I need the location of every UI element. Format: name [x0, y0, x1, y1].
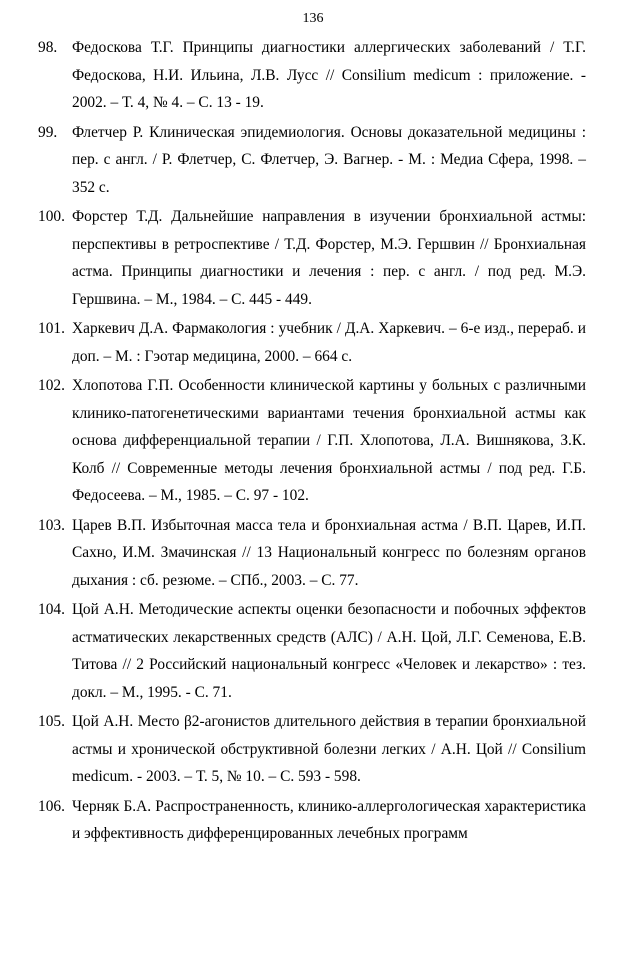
- bibliography-entry-100: [38, 203, 586, 313]
- entry-number: 106.: [38, 797, 65, 815]
- entry-number: 102.: [38, 377, 65, 394]
- bibliography-entry-105: [38, 708, 586, 791]
- entry-text: Цой А.Н. Место β2-агонистов длительного действия в терапии бронхиальной астмы и хронической обструктивной болезни легких / А.Н. Цой // Consilium medicum. - 2003. – Т. 5, № 10. – С. 593 - 598.: [72, 713, 586, 785]
- entry-text: Черняк Б.А. Распространенность, клинико-аллергологическая характеристика и эффективность дифференцированных лечебных программ: [72, 797, 586, 842]
- bibliography-entry-98: [38, 34, 586, 117]
- entry-number: 103.: [38, 516, 65, 534]
- bibliography-list: [38, 34, 586, 850]
- entry-text: Харкевич Д.А. Фармакология : учебник / Д.А. Харкевич. – 6-е изд., перераб. и доп. – М. : Гэотар медицина, 2000. – 664 с.: [72, 320, 586, 365]
- entry-number: 104.: [38, 601, 65, 618]
- entry-text: Цой А.Н. Методические аспекты оценки безопасности и побочных эффектов астматических лекарственных средств (АЛС) / А.Н. Цой, Л.Г. Семенова, Е.В. Титова // 2 Российский национальный конгресс «Человек и лекарство» : тез. докл. – М., 1995. - С. 71.: [72, 601, 586, 701]
- entry-text: Флетчер Р. Клиническая эпидемиология. Основы доказательной медицины : пер. с англ. / Р. Флетчер, С. Флетчер, Э. Вагнер. - М. : Медиа Сфера, 1998. – 352 с.: [72, 123, 586, 196]
- page-number: 136: [302, 11, 324, 26]
- entry-number: 101.: [38, 320, 65, 337]
- bibliography-entry-103: [38, 512, 586, 595]
- bibliography-entry-99: [38, 119, 586, 202]
- entry-text: Форстер Т.Д. Дальнейшие направления в изучении бронхиальной астмы: перспективы в ретроспективе / Т.Д. Форстер, М.Э. Гершвин // Бронхиальная астма. Принципы диагностики и лечения : пер. с англ. / под ред. М.Э. Гершвина. – М., 1984. – С. 445 - 449.: [72, 208, 586, 308]
- entry-text: Царев В.П. Избыточная масса тела и бронхиальная астма / В.П. Царев, И.П. Сахно, И.М. Змачинская // 13 Национальный конгресс по болезням органов дыхания : сб. резюме. – СПб., 2003. – С. 77.: [72, 516, 586, 589]
- entry-text: Федоскова Т.Г. Принципы диагностики аллергических заболеваний / Т.Г. Федоскова, Н.И. Ильина, Л.В. Лусс // Consilium medicum : приложение. - 2002. – Т. 4, № 4. – С. 13 - 19.: [72, 39, 586, 111]
- entry-number: 100.: [38, 208, 65, 225]
- entry-text: Хлопотова Г.П. Особенности клинической картины у больных с различными клинико-патогенетическими вариантами течения бронхиальной астмы как основа дифференциальной терапии / Г.П. Хлопотова, Л.А. Вишнякова, З.К. Колб // Современные методы лечения бронхиальной астмы / под ред. Г.Б. Федосеева. – М., 1985. – С. 97 - 102.: [72, 377, 586, 504]
- entry-number: 99.: [38, 123, 58, 141]
- entry-number: 105.: [38, 713, 65, 730]
- bibliography-entry-101: [38, 315, 586, 370]
- bibliography-entry-102: [38, 372, 586, 510]
- entry-number: 98.: [38, 39, 58, 56]
- bibliography-entry-104: [38, 596, 586, 706]
- bibliography-entry-106: [38, 793, 586, 848]
